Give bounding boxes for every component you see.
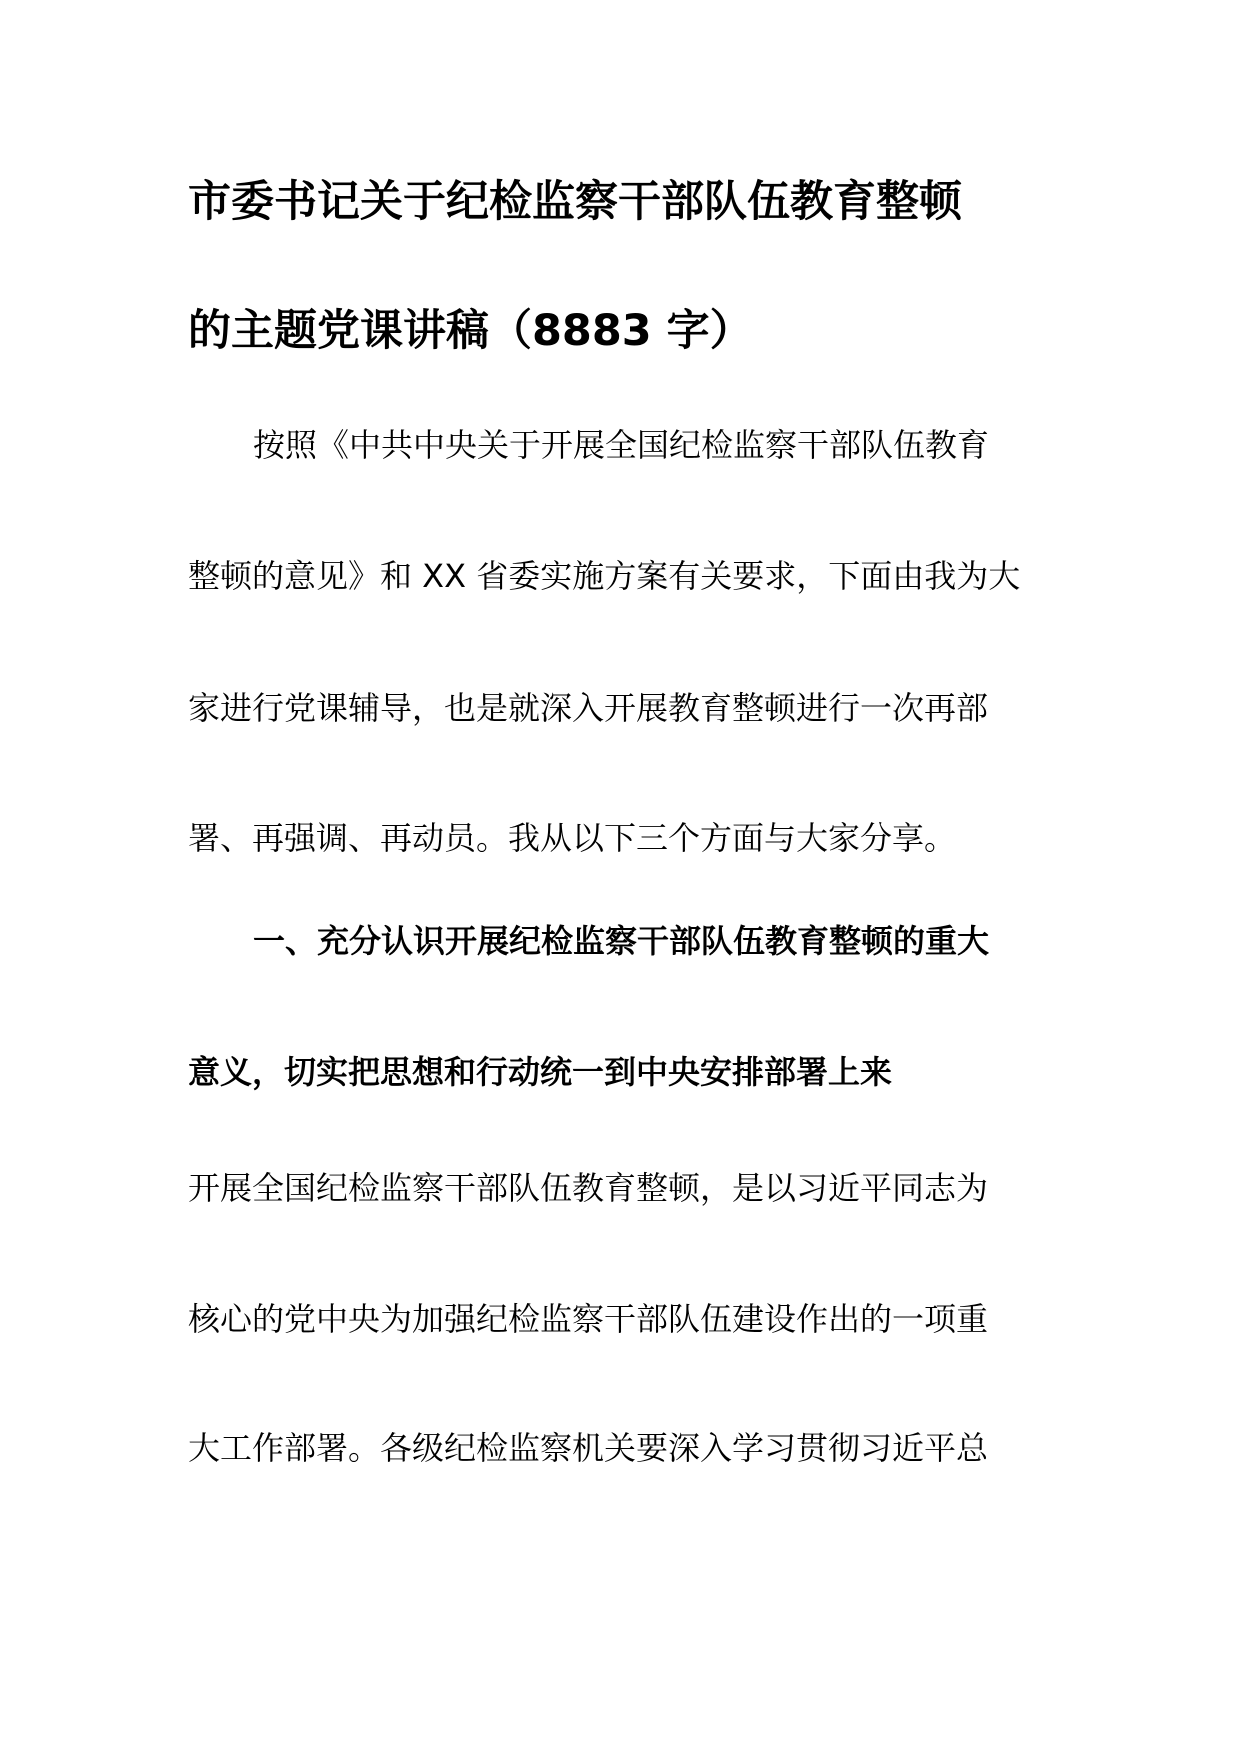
document-title-line-2: 的主题党课讲稿（8883 字） [188,306,753,356]
section-body-line-2: 核心的党中央为加强纪检监察干部队伍建设作出的一项重 [188,1300,989,1338]
section-body-line-1: 开展全国纪检监察干部队伍教育整顿，是以习近平同志为 [188,1169,989,1207]
document-title-line-1: 市委书记关于纪检监察干部队伍教育整顿 [188,177,962,227]
section-heading-line-2: 意义，切实把思想和行动统一到中央安排部署上来 [188,1053,893,1091]
section-body-line-3: 大工作部署。各级纪检监察机关要深入学习贯彻习近平总 [188,1429,989,1467]
intro-paragraph-line-3: 家进行党课辅导，也是就深入开展教育整顿进行一次再部 [188,689,989,727]
intro-paragraph-line-1: 按照《中共中央关于开展全国纪检监察干部队伍教育 [253,426,990,464]
intro-paragraph-line-4: 署、再强调、再动员。我从以下三个方面与大家分享。 [188,819,957,857]
section-heading-line-1: 一、充分认识开展纪检监察干部队伍教育整顿的重大 [253,922,990,960]
intro-paragraph-line-2: 整顿的意见》和 XX 省委实施方案有关要求，下面由我为大 [188,557,1021,595]
